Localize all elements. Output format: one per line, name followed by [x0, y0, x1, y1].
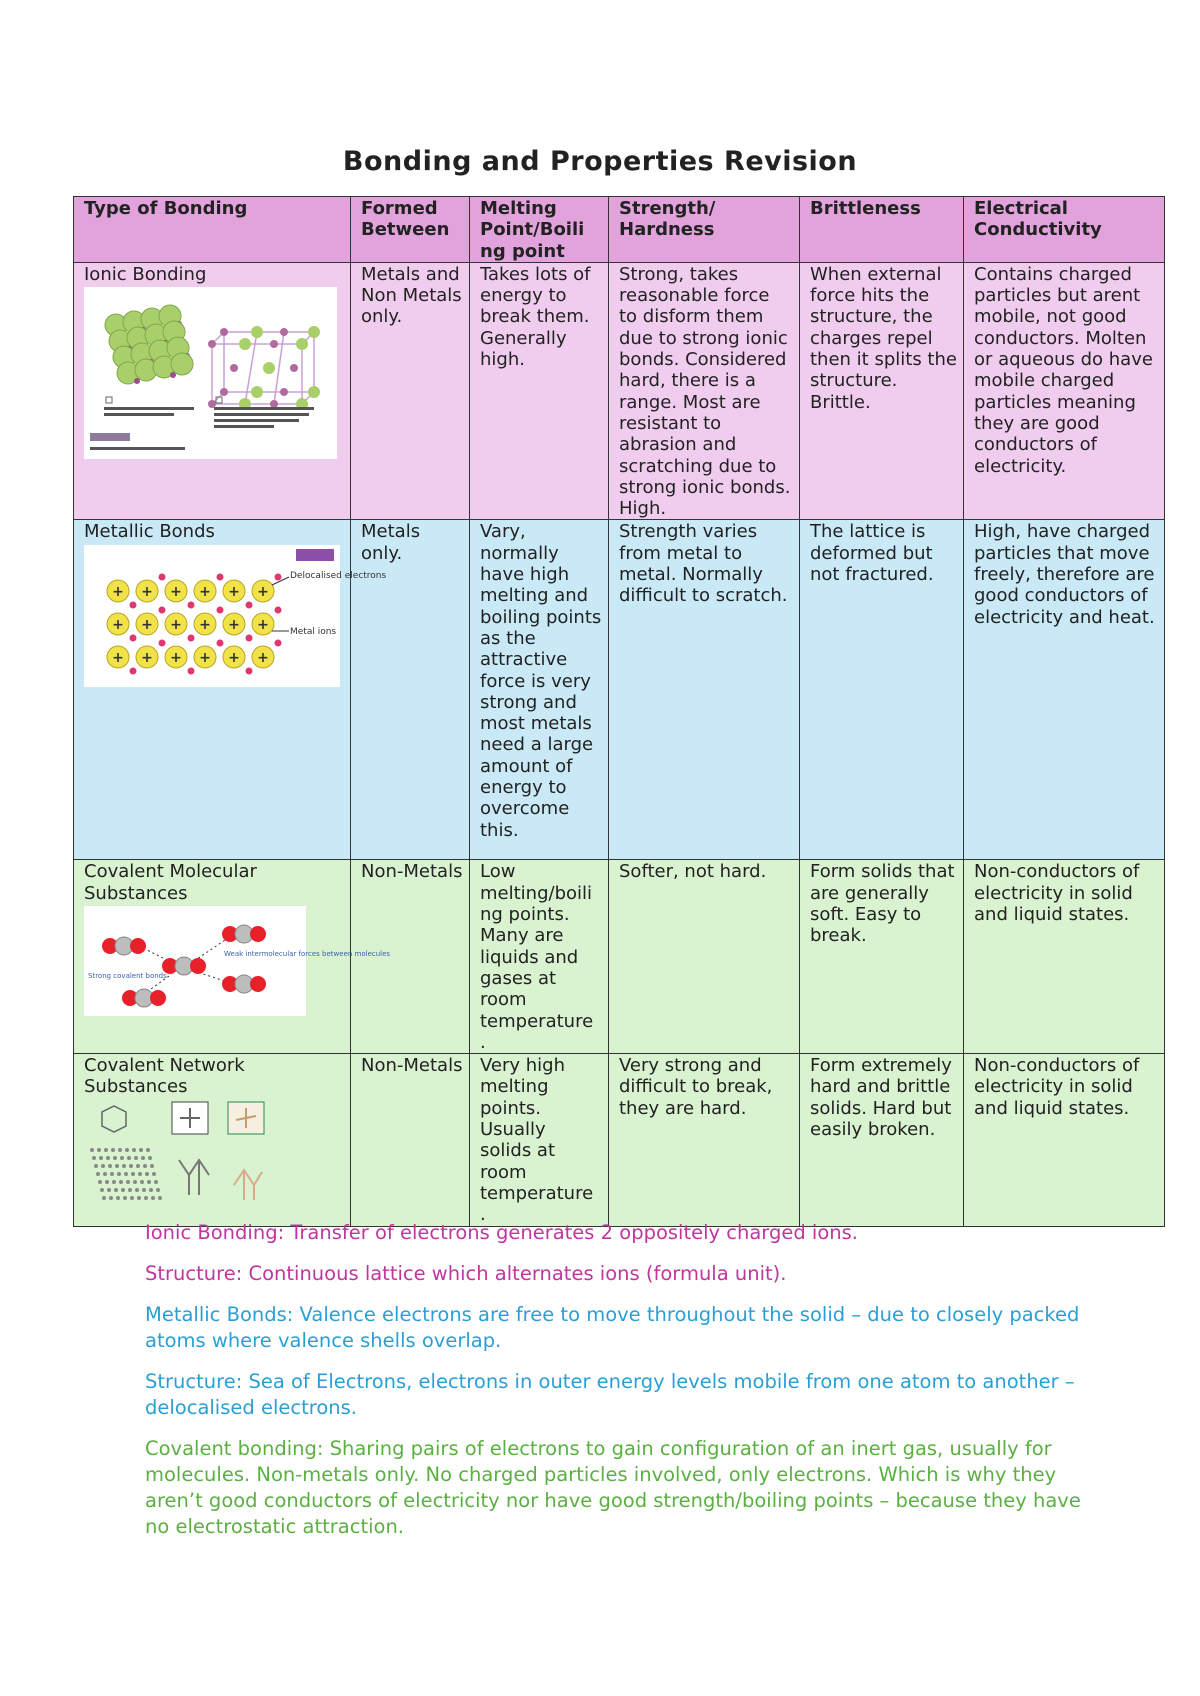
cell-type	[74, 1054, 351, 1226]
svg-text:+: +	[257, 583, 269, 600]
header-strength: Strength/ Hardness	[609, 197, 800, 263]
header-brittleness: Brittleness	[800, 197, 964, 263]
svg-text:+: +	[141, 616, 153, 633]
cell-conductivity: Contains charged particles but arent mobile, not good conductors. Molten or aqueous do have mobile charged particles meaning they are good conductors of electricity.	[964, 262, 1165, 520]
metallic-bond-figure	[84, 545, 387, 687]
header-conductivity: Electrical Conductivity	[964, 197, 1165, 263]
svg-text:+: +	[199, 583, 211, 600]
table-row	[74, 1054, 1165, 1226]
svg-text:+: +	[170, 583, 182, 600]
cell-formed: Non-Metals	[351, 1054, 470, 1226]
svg-text:+: +	[257, 649, 269, 666]
cell-brittleness: Form extremely hard and brittle solids. Hard but easily broken.	[800, 1054, 964, 1226]
document-title: Bonding and Properties Revision	[342, 146, 858, 177]
header-melting: Melting Point/Boili ng point	[470, 197, 609, 263]
table-header-row	[74, 197, 1165, 263]
cell-formed: Metals only.	[351, 520, 470, 860]
cell-conductivity: Non-conductors of electricity in solid and liquid states.	[964, 1054, 1165, 1226]
row-type-label: Covalent Molecular Substances	[84, 861, 257, 904]
svg-text:+: +	[170, 616, 182, 633]
note-metallic: Metallic Bonds: Valence electrons are free to move throughout the solid – due to closely packed atoms where valence shells overlap.	[145, 1303, 1080, 1352]
cell-conductivity: Non-conductors of electricity in solid and liquid states.	[964, 860, 1165, 1054]
table-row	[74, 262, 1165, 520]
cell-melting: Very high melting points. Usually solids at room temperature .	[470, 1054, 609, 1226]
delocalised-electrons-label: Delocalised electrons	[290, 570, 387, 581]
cell-type	[74, 520, 387, 860]
cell-conductivity: High, have charged particles that move freely, therefore are good conductors of electricity and heat.	[964, 520, 1165, 860]
svg-text:+: +	[228, 616, 240, 633]
svg-text:+: +	[170, 649, 182, 666]
cell-melting: Takes lots of energy to break them. Generally high.	[470, 262, 609, 520]
weak-forces-label: Weak intermolecular forces between molecules	[224, 950, 391, 959]
covalent-molecular-figure	[84, 906, 391, 1016]
svg-text:+: +	[199, 616, 211, 633]
cell-formed: Metals and Non Metals only.	[351, 262, 470, 520]
strong-bonds-label: Strong covalent bonds	[88, 972, 167, 981]
cell-type	[74, 860, 391, 1054]
cell-formed: Non-Metals	[351, 860, 470, 1054]
cell-brittleness: When external force hits the structure, the charges repel then it splits the structure. Brittle.	[800, 262, 964, 520]
row-type-label: Ionic Bonding	[84, 263, 207, 285]
table-row	[74, 520, 1165, 860]
svg-text:+: +	[112, 649, 124, 666]
covalent-network-figure	[84, 1100, 274, 1218]
row-type-label: Covalent Network Substances	[84, 1055, 245, 1098]
table-row	[74, 860, 1165, 1054]
bonding-table	[73, 196, 1165, 1227]
header-type: Type of Bonding	[74, 197, 351, 263]
svg-text:+: +	[257, 616, 269, 633]
svg-text:+: +	[112, 616, 124, 633]
note-metallic-structure: Structure: Sea of Electrons, electrons in outer energy levels mobile from one atom to another – delocalised electrons.	[145, 1370, 1075, 1419]
svg-text:+: +	[112, 583, 124, 600]
cell-melting: Low melting/boili ng points. Many are liquids and gases at room temperature .	[470, 860, 609, 1054]
svg-text:+: +	[141, 583, 153, 600]
cell-brittleness: Form solids that are generally soft. Easy to break.	[800, 860, 964, 1054]
svg-text:+: +	[228, 649, 240, 666]
cell-strength: Strong, takes reasonable force to disform them due to strong ionic bonds. Considered hard, there is a range. Most are resistant to abrasion and scratching due to strong ionic bonds. High.	[609, 262, 800, 520]
cell-strength: Softer, not hard.	[609, 860, 800, 1054]
cell-melting: Vary, normally have high melting and boiling points as the attractive force is very strong and most metals need a large amount of energy to overcome this.	[470, 520, 609, 860]
cell-strength: Very strong and difficult to break, they are hard.	[609, 1054, 800, 1226]
row-type-label: Metallic Bonds	[84, 521, 215, 543]
cell-brittleness: The lattice is deformed but not fractured.	[800, 520, 964, 860]
svg-text:+: +	[199, 649, 211, 666]
svg-text:+: +	[228, 583, 240, 600]
note-ionic: Ionic Bonding: Transfer of electrons generates 2 oppositely charged ions.	[145, 1221, 858, 1244]
cell-type	[74, 262, 351, 520]
metal-ions-label: Metal ions	[290, 626, 337, 637]
header-formed: Formed Between	[351, 197, 470, 263]
svg-text:+: +	[141, 649, 153, 666]
note-covalent: Covalent bonding: Sharing pairs of electrons to gain configuration of an inert gas, usually for molecules. Non-metals only. No charged particles involved, only electrons. Which is why they aren’t good conductors of electricity nor have good strength/boiling points – because they have no electrostatic attraction.	[145, 1437, 1081, 1538]
note-ionic-structure: Structure: Continuous lattice which alternates ions (formula unit).	[145, 1262, 787, 1285]
revision-notes	[145, 1220, 1095, 1555]
ionic-lattice-figure	[84, 287, 337, 459]
cell-strength: Strength varies from metal to metal. Normally difficult to scratch.	[609, 520, 800, 860]
